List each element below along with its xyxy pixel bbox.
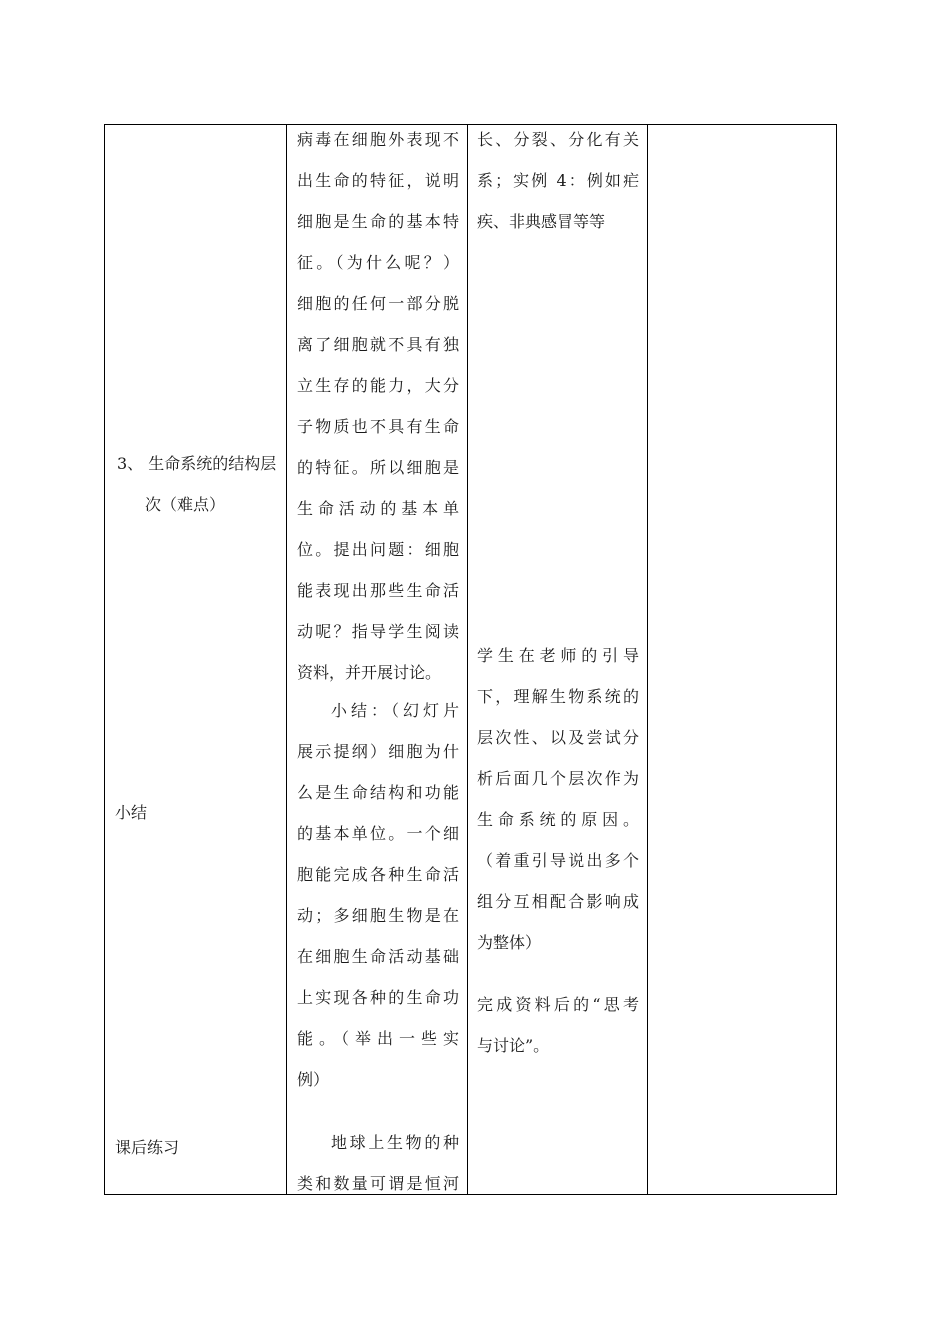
teacher-activity-column — [287, 125, 467, 1194]
teacher-text-line: 的基本单位。一个细 — [297, 824, 459, 843]
teacher-text-line: 位。提出问题：细胞 — [297, 540, 459, 559]
student-text-line: 下，理解生物系统的 — [477, 687, 639, 706]
student-text-line: 为整体） — [477, 933, 542, 952]
teacher-text-line: 么是生命结构和功能 — [297, 783, 459, 802]
student-text-line: 长、分裂、分化有关 — [477, 130, 639, 149]
teacher-text-line: 立生存的能力，大分 — [297, 376, 459, 395]
student-text-line: 组分互相配合影响成 — [477, 892, 639, 911]
teacher-text-line: 例） — [297, 1070, 330, 1089]
teacher-text-line: 在细胞生命活动基础 — [297, 947, 459, 966]
teacher-text-line: 动呢？指导学生阅读 — [297, 622, 459, 641]
teacher-text-line: 动；多细胞生物是在 — [297, 906, 459, 925]
teacher-text-line: 离了细胞就不具有独 — [297, 335, 459, 354]
student-text-line: 系；实例 4：例如疟 — [477, 171, 639, 190]
student-text-line: 层次性、以及尝试分 — [477, 728, 639, 747]
teacher-text-line: 出生命的特征，说明 — [297, 171, 459, 190]
teacher-text-line: 上实现各种的生命功 — [297, 988, 459, 1007]
teacher-text-line: 展示提纲）细胞为什 — [297, 742, 459, 761]
notes-column — [648, 125, 836, 1194]
lesson-plan-table — [104, 124, 837, 1195]
teacher-text-line: 征。（为什么呢？） — [297, 253, 459, 272]
stage-homework: 课后练习 — [115, 1138, 180, 1157]
student-text-line: 析后面几个层次作为 — [477, 769, 639, 788]
teacher-text-line: 胞能完成各种生命活 — [297, 865, 459, 884]
teacher-text-line: 细胞是生命的基本特 — [297, 212, 459, 231]
teacher-text-line: 小结：（幻灯片 — [331, 701, 459, 720]
stage-item-3-line-2: 次（难点） — [145, 495, 226, 514]
teacher-text-line: 子物质也不具有生命 — [297, 417, 459, 436]
student-activity-column — [468, 125, 647, 1194]
student-text-line: 生命系统的原因。 — [477, 810, 639, 829]
stage-summary: 小结 — [115, 803, 148, 822]
stage-item-3-line-1: 3、 生命系统的结构层 — [117, 454, 277, 473]
teacher-text-line: 资料，并开展讨论。 — [297, 663, 442, 682]
teacher-text-line: 生命活动的基本单 — [297, 499, 459, 518]
student-text-line: 与讨论”。 — [477, 1036, 550, 1055]
student-text-line: （着重引导说出多个 — [477, 851, 639, 870]
teacher-text-line: 能表现出那些生命活 — [297, 581, 459, 600]
student-text-line: 学生在老师的引导 — [477, 646, 639, 665]
teacher-text-line: 地球上生物的种 — [331, 1133, 459, 1152]
student-text-line: 完成资料后的“思考 — [477, 995, 639, 1014]
teacher-text-line: 类和数量可谓是恒河 — [297, 1174, 459, 1193]
teacher-text-line: 能。（举出一些实 — [297, 1029, 459, 1048]
student-text-line: 疾、非典感冒等等 — [477, 212, 606, 231]
teacher-text-line: 细胞的任何一部分脱 — [297, 294, 459, 313]
stage-column — [105, 125, 286, 1194]
teacher-text-line: 的特征。所以细胞是 — [297, 458, 459, 477]
teacher-text-line: 病毒在细胞外表现不 — [297, 130, 459, 149]
